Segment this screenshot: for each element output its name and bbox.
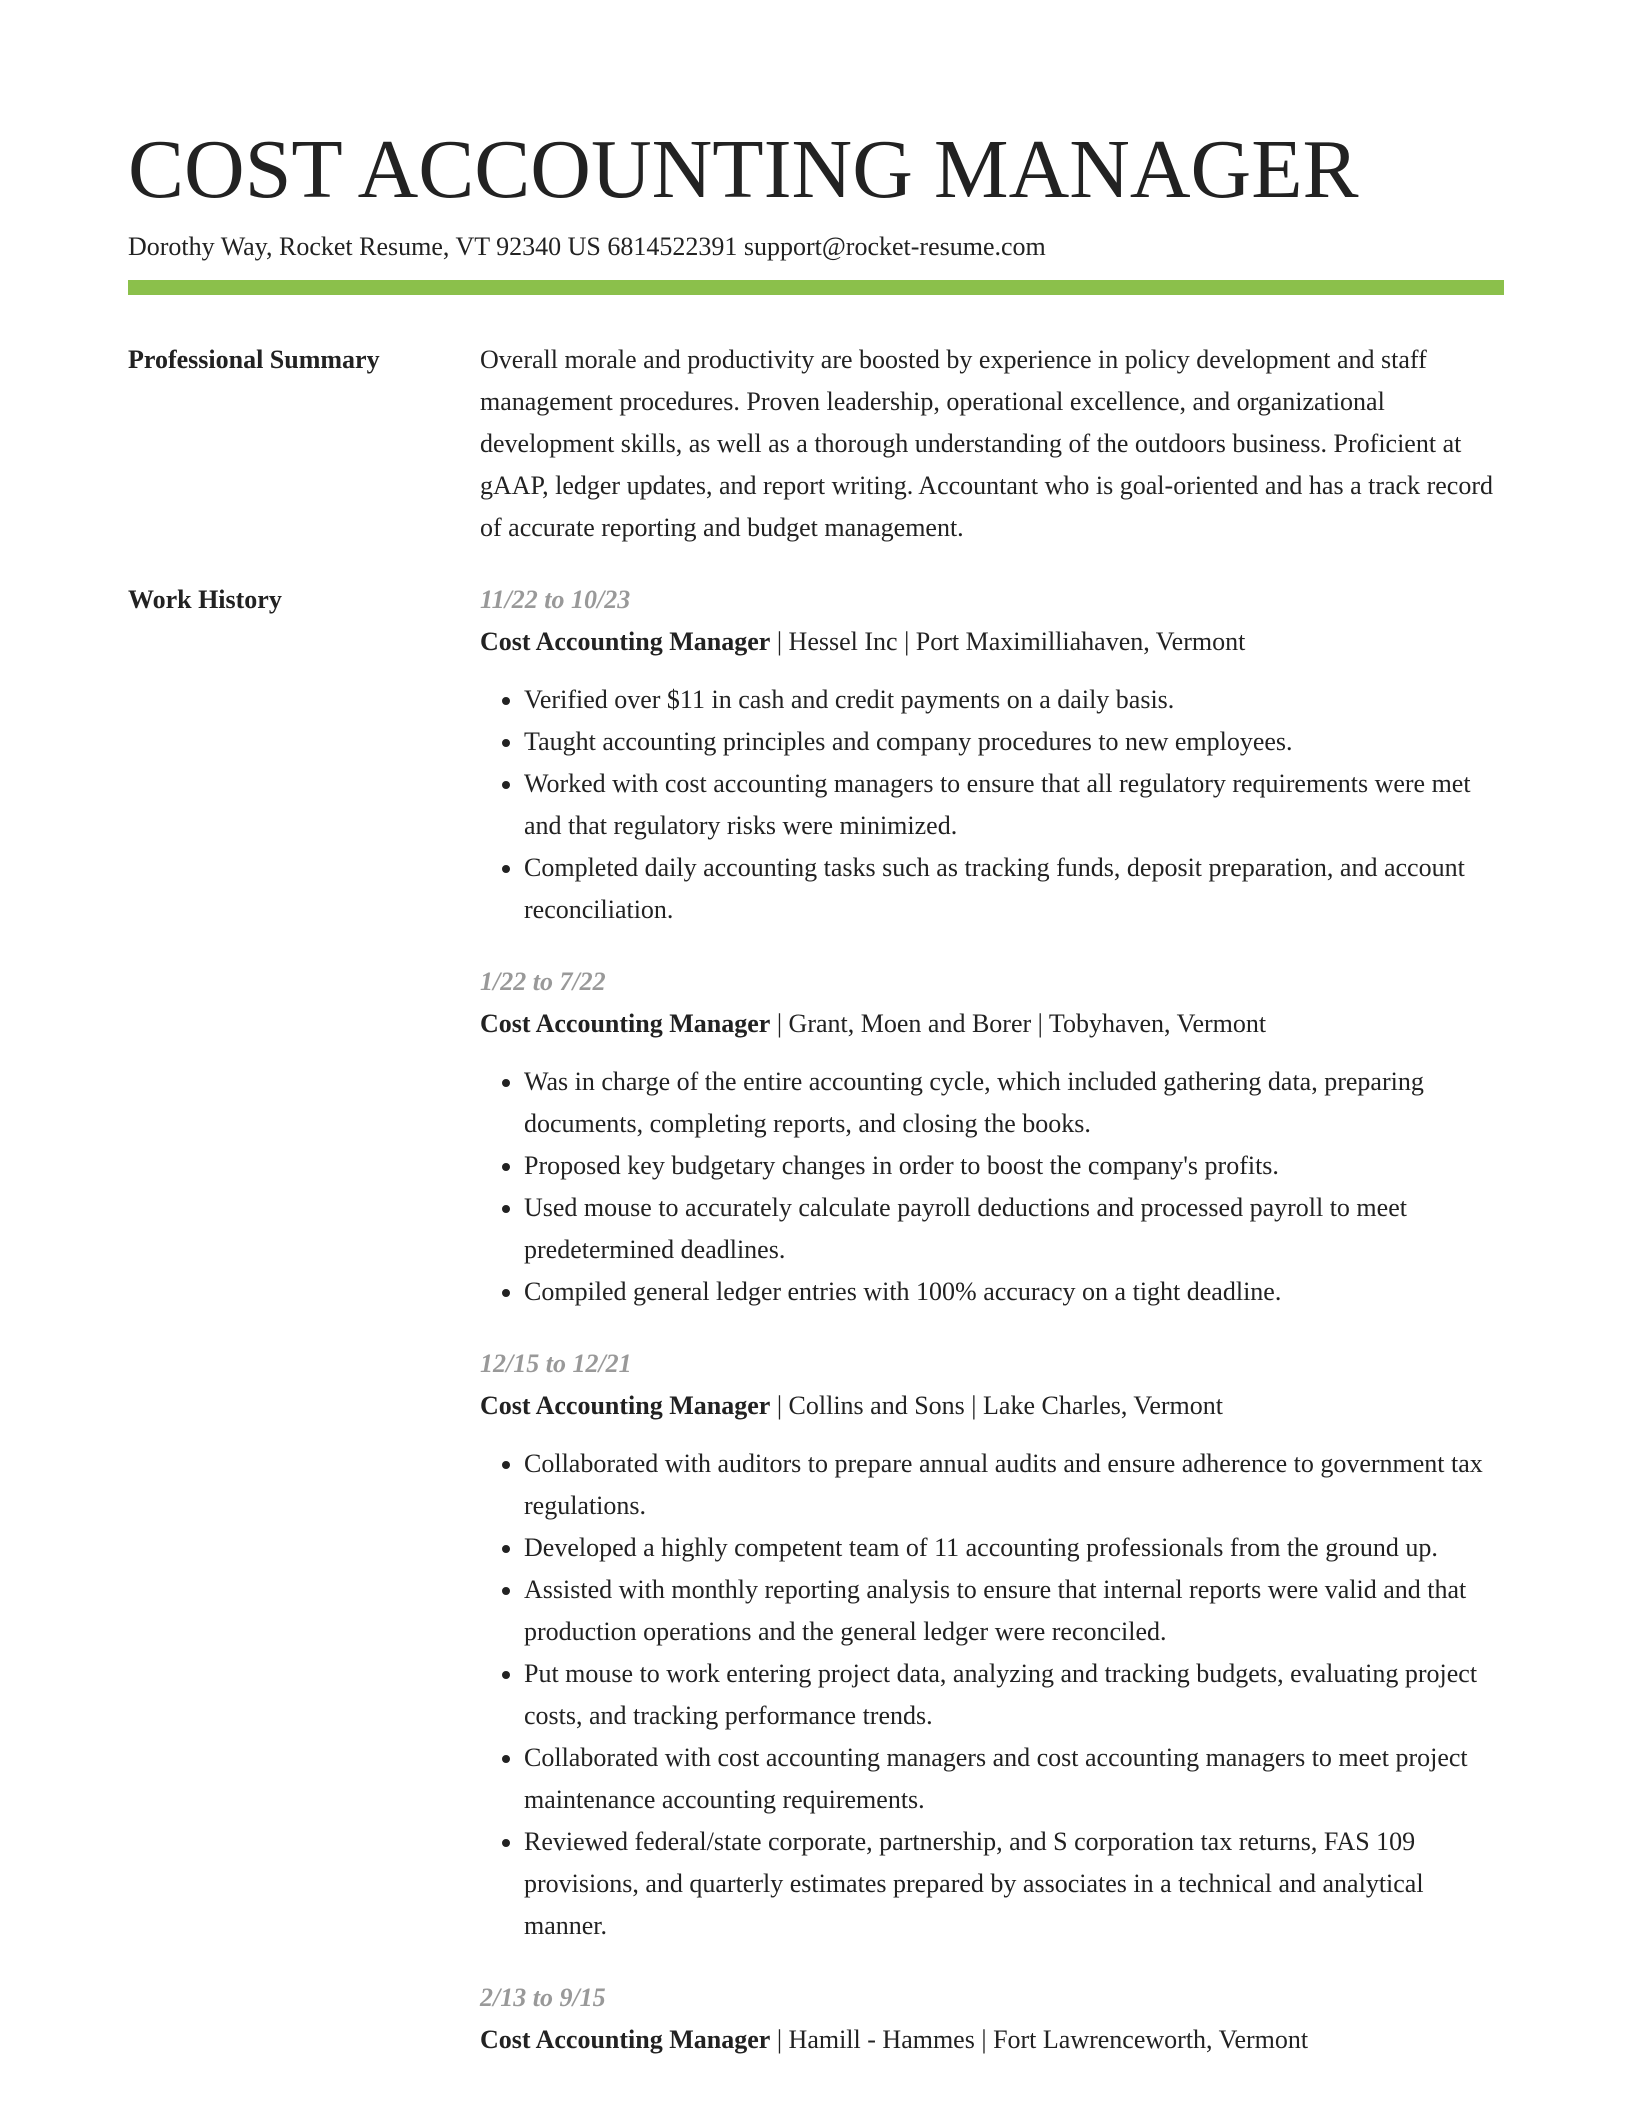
- job-date: 12/15 to 12/21: [480, 1349, 632, 1378]
- job-date: 1/22 to 7/22: [480, 967, 606, 996]
- job-company: Grant, Moen and Borer: [788, 1009, 1032, 1038]
- job-separator: |: [770, 2025, 789, 2054]
- job-separator: |: [897, 627, 916, 656]
- job-separator: |: [770, 1009, 789, 1038]
- job-bullet: • Compiled general ledger entries with 100% accuracy on a tight deadline.: [524, 1271, 1504, 1313]
- summary-section: [128, 339, 1504, 549]
- job-role: Cost Accounting Manager: [480, 627, 771, 656]
- accent-divider: [128, 280, 1504, 295]
- job-entry: [480, 579, 1504, 931]
- job-separator: |: [770, 627, 789, 656]
- job-title-line: [480, 621, 1504, 663]
- job-date: 2/13 to 9/15: [480, 1983, 606, 2012]
- contact-line: Dorothy Way, Rocket Resume, VT 92340 US 6814522391 support@rocket-resume.com: [128, 232, 1046, 261]
- resume-page: [128, 120, 1504, 2091]
- job-role: Cost Accounting Manager: [480, 1391, 771, 1420]
- job-bullet-list: [480, 679, 1504, 931]
- job-role: Cost Accounting Manager: [480, 2025, 771, 2054]
- job-bullet: • Collaborated with auditors to prepare annual audits and ensure adherence to government tax regulations.: [524, 1443, 1504, 1527]
- job-company: Collins and Sons: [788, 1391, 965, 1420]
- job-company: Hessel Inc: [788, 627, 898, 656]
- work-history-section: [128, 579, 1504, 2091]
- summary-heading: Professional Summary: [128, 345, 380, 374]
- job-location: Port Maximilliahaven, Vermont: [915, 627, 1246, 656]
- job-bullet: • Reviewed federal/state corporate, partnership, and S corporation tax returns, FAS 109 provisions, and quarterly estimates prepared by associates in a technical and analytical manner.: [524, 1821, 1504, 1947]
- job-bullet: • Verified over $11 in cash and credit payments on a daily basis.: [524, 679, 1504, 721]
- job-entry: [480, 1977, 1504, 2061]
- job-entry: [480, 961, 1504, 1313]
- job-bullet-list: [480, 1061, 1504, 1313]
- job-bullet: • Assisted with monthly reporting analysis to ensure that internal reports were valid and that production operations and the general ledger were reconciled.: [524, 1569, 1504, 1653]
- job-bullet: • Was in charge of the entire accounting cycle, which included gathering data, preparing documents, completing reports, and closing the books.: [524, 1061, 1504, 1145]
- resume-title: COST ACCOUNTING MANAGER: [128, 123, 1359, 216]
- job-separator: |: [974, 2025, 994, 2054]
- job-date: 11/22 to 10/23: [480, 585, 631, 614]
- job-title-line: [480, 1385, 1504, 1427]
- job-location: Fort Lawrenceworth, Vermont: [993, 2025, 1309, 2054]
- job-location: Tobyhaven, Vermont: [1048, 1009, 1267, 1038]
- job-bullet: • Collaborated with cost accounting managers and cost accounting managers to meet project maintenance accounting requirements.: [524, 1737, 1504, 1821]
- job-bullet: • Worked with cost accounting managers to ensure that all regulatory requirements were met and that regulatory risks were minimized.: [524, 763, 1504, 847]
- job-bullet: • Developed a highly competent team of 11 accounting professionals from the ground up.: [524, 1527, 1504, 1569]
- job-separator: |: [1031, 1009, 1049, 1038]
- job-bullet: • Taught accounting principles and company procedures to new employees.: [524, 721, 1504, 763]
- job-bullet: • Completed daily accounting tasks such as tracking funds, deposit preparation, and account reconciliation.: [524, 847, 1504, 931]
- job-location: Lake Charles, Vermont: [983, 1391, 1223, 1420]
- job-bullet: • Proposed key budgetary changes in order to boost the company's profits.: [524, 1145, 1504, 1187]
- job-title-line: [480, 1003, 1504, 1045]
- job-entry: [480, 1343, 1504, 1947]
- work-history-heading: Work History: [128, 585, 282, 614]
- job-separator: |: [964, 1391, 984, 1420]
- job-separator: |: [770, 1391, 789, 1420]
- summary-body: [480, 339, 1504, 549]
- job-bullet: • Put mouse to work entering project data, analyzing and tracking budgets, evaluating project costs, and tracking performance trends.: [524, 1653, 1504, 1737]
- job-title-line: [480, 2019, 1504, 2061]
- job-bullet-list: [480, 1443, 1504, 1947]
- job-company: Hamill - Hammes: [788, 2025, 975, 2054]
- summary-text: Overall morale and productivity are boosted by experience in policy development and staff management procedures. Proven leadership, operational excellence, and organizational development skills, as well as a thorough understanding of the outdoors business. Proficient at gAAP, ledger updates, and report writing. Accountant who is goal-oriented and has a track record of accurate reporting and budget management.: [480, 345, 1493, 542]
- job-bullet: • Used mouse to accurately calculate payroll deductions and processed payroll to meet predetermined deadlines.: [524, 1187, 1504, 1271]
- job-role: Cost Accounting Manager: [480, 1009, 771, 1038]
- work-history-body: [480, 579, 1504, 2091]
